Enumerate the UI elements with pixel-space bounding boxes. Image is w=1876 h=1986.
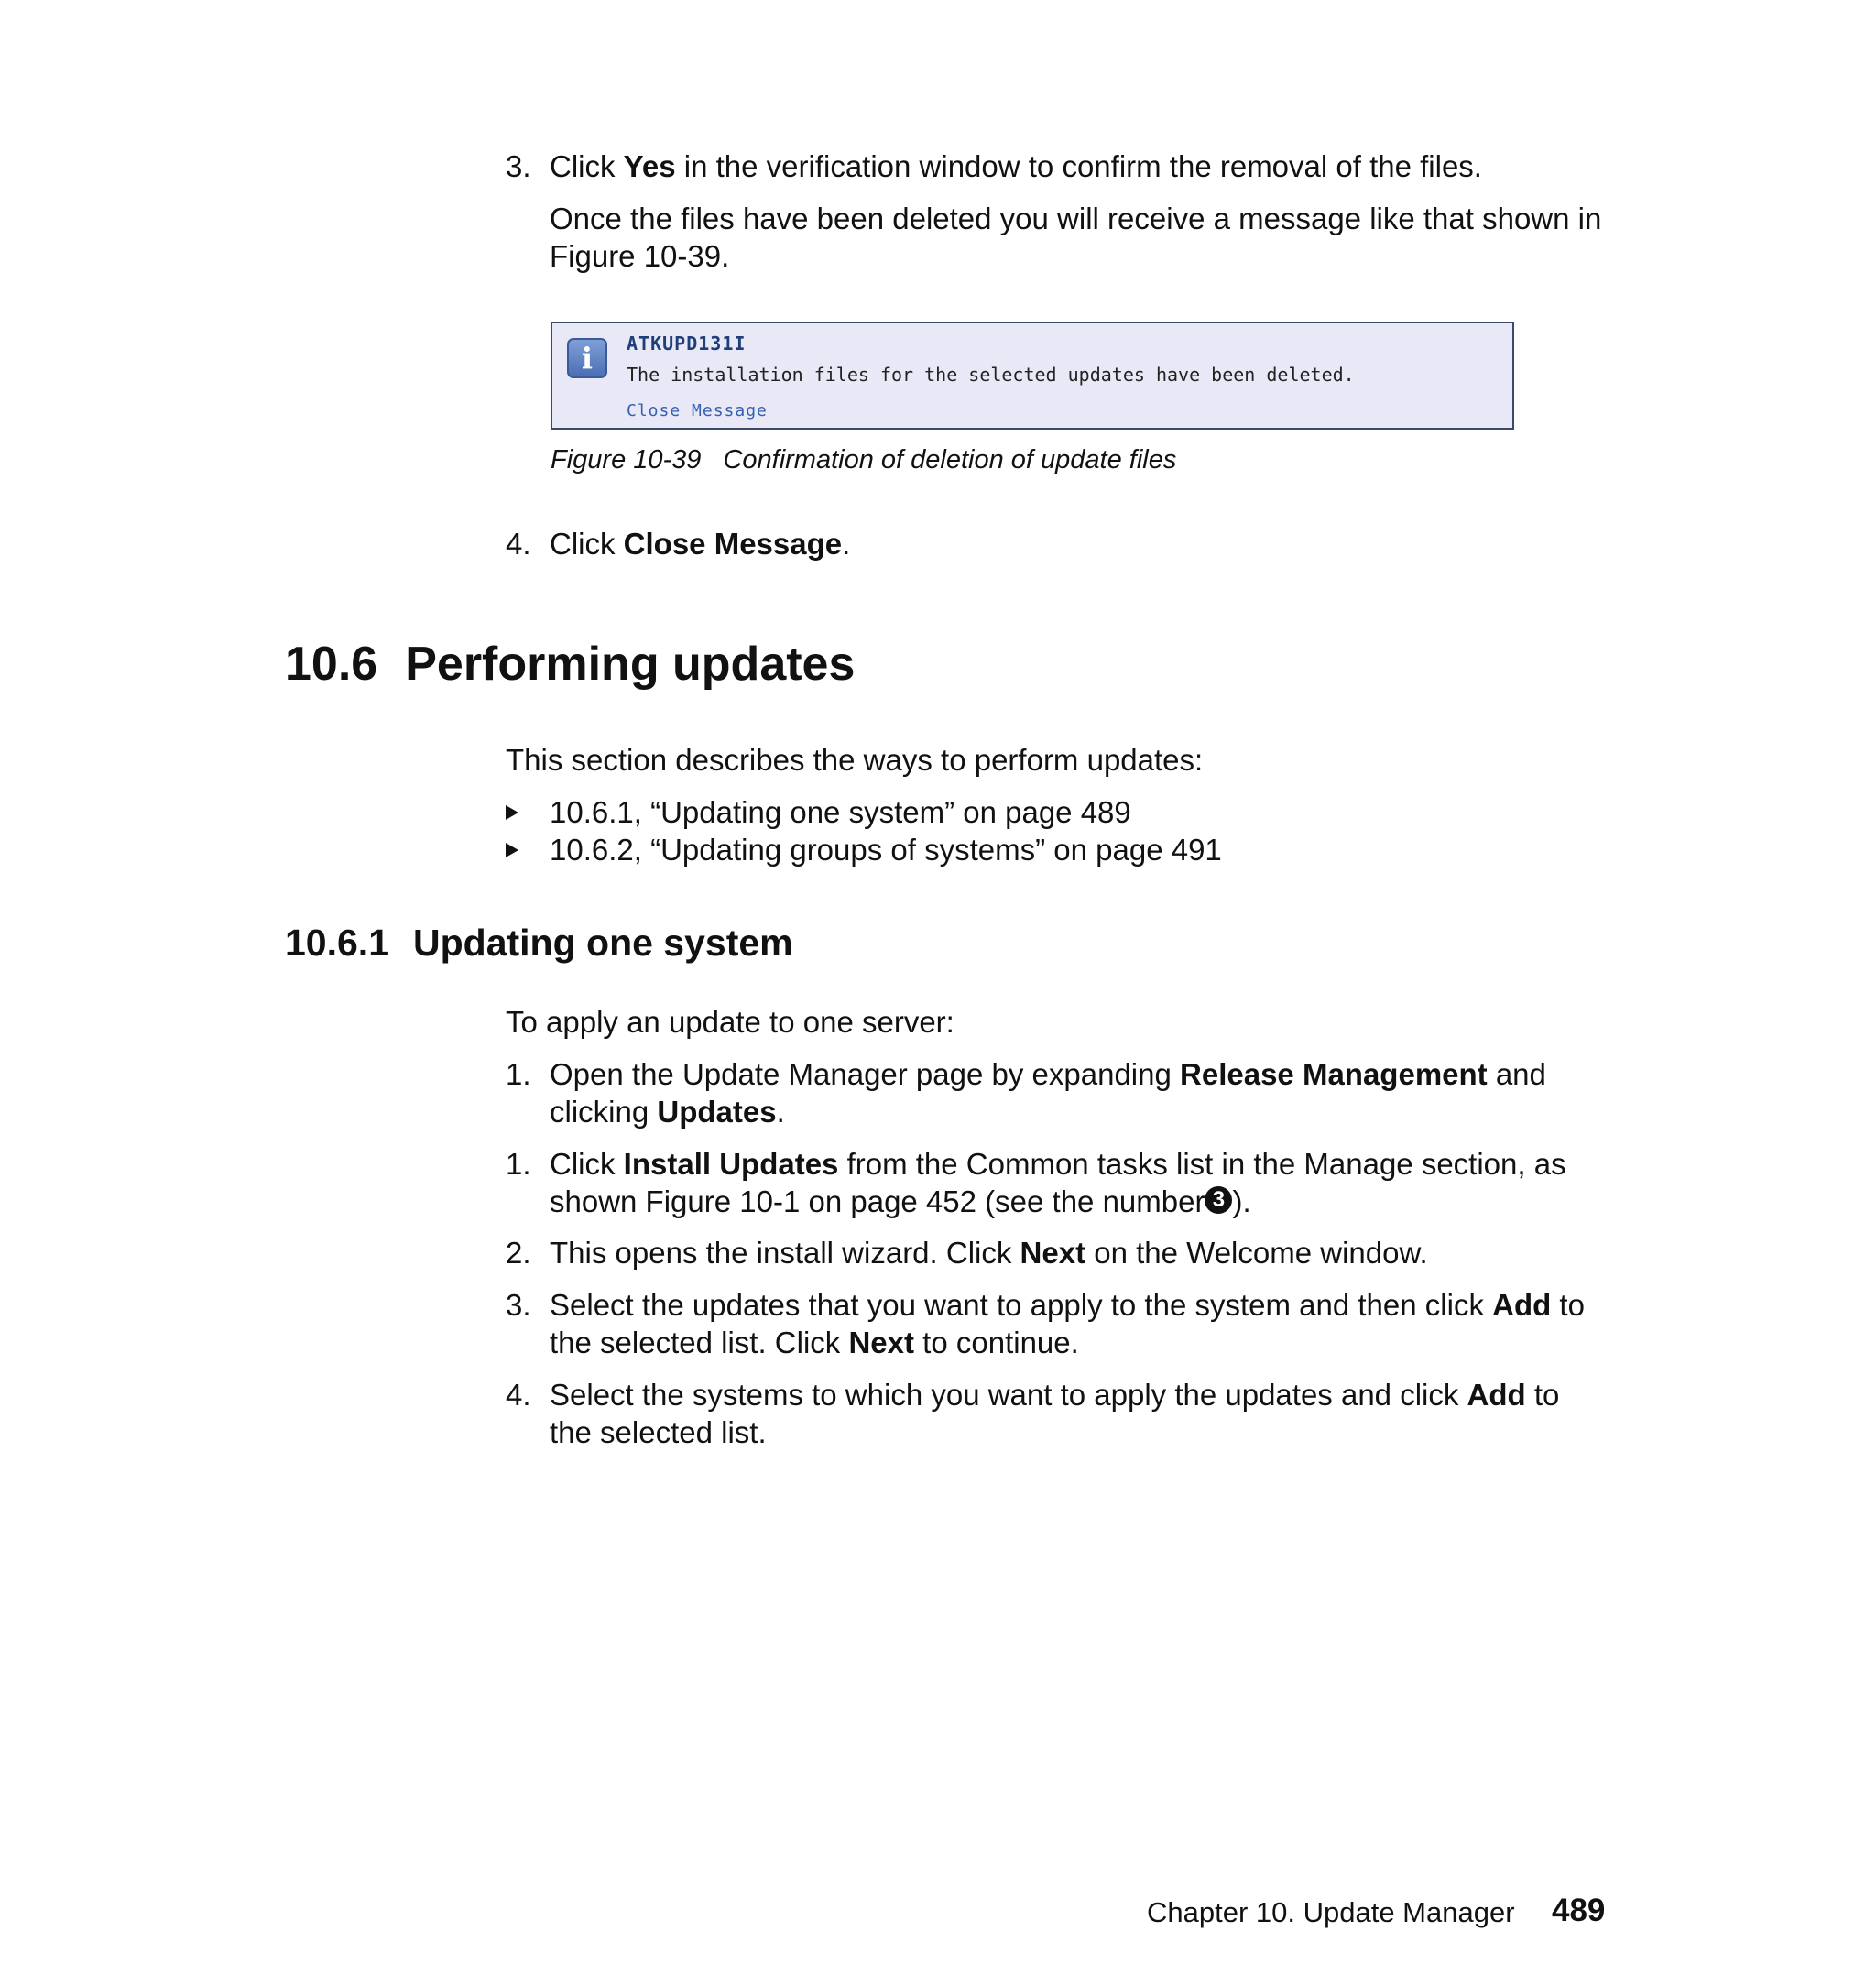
step-number: 3. (506, 1288, 531, 1322)
cross-reference-link[interactable]: 10.6.2, “Updating groups of systems” on page 491 (550, 833, 1222, 867)
step-text-bold: Next (848, 1326, 914, 1359)
step-text-bold: Next (1020, 1236, 1086, 1270)
cross-reference-link[interactable]: 10.6.1, “Updating one system” on page 489 (550, 795, 1131, 829)
confirmation-message-box (551, 322, 1514, 430)
step-text-pre: Click (550, 527, 624, 561)
procedure-step (506, 1286, 1605, 1361)
step-number: 4. (506, 1378, 531, 1412)
bullet-triangle-icon (506, 805, 518, 820)
step-text-bold: Add (1467, 1378, 1526, 1412)
procedure-step (506, 1376, 1605, 1451)
step-text-bold: Yes (623, 149, 676, 183)
step-3-confirm (506, 147, 1605, 185)
step-text-part: and clicking (550, 1057, 1546, 1129)
step-text-part: Open the Update Manager page by expanding (550, 1057, 1181, 1091)
step-text-part: Select the systems to which you want to apply the updates and click (550, 1378, 1467, 1412)
step-4-close-message (506, 525, 1605, 562)
callout-number-3-icon: 3 (1205, 1186, 1232, 1214)
close-message-link[interactable]: Close Message (627, 401, 768, 420)
page-number: 489 (1552, 1893, 1606, 1928)
section-number: 10.6 (285, 638, 378, 691)
paragraph-deleted-message: Once the files have been deleted you will receive a message like that shown in Figure 10-39. (550, 202, 1602, 273)
message-text: The installation files for the selected updates have been deleted. (627, 364, 1355, 386)
subsection-heading (285, 920, 793, 966)
step-text (550, 147, 1605, 185)
step-text-bold: Close Message (623, 527, 843, 561)
footer-chapter-title: Chapter 10. Update Manager (1147, 1896, 1515, 1928)
message-id: ATKUPD131I (627, 333, 747, 355)
step-text-bold: Install Updates (623, 1147, 839, 1181)
step-number: 2. (506, 1236, 531, 1270)
list-item (506, 793, 1605, 831)
step-text-bold: Updates (657, 1095, 777, 1129)
step-text-part: ). (1232, 1184, 1251, 1218)
step-number: 1. (506, 1147, 531, 1181)
procedure-step (506, 1234, 1605, 1271)
subsection-number: 10.6.1 (285, 922, 389, 964)
section-intro: This section describes the ways to perform updates: (506, 743, 1204, 777)
figure-label: Figure 10-39 (551, 445, 702, 475)
step-text (550, 1055, 1605, 1130)
step-text-bold: Release Management (1180, 1057, 1488, 1091)
procedure-step (506, 1055, 1605, 1130)
step-text-post: . (842, 527, 851, 561)
procedure-step (506, 1145, 1605, 1220)
info-icon: i (567, 338, 607, 378)
step-text (550, 1376, 1605, 1451)
step-number: 4. (506, 527, 531, 561)
step-text-part: to continue. (914, 1326, 1079, 1359)
figure-caption (551, 445, 1176, 475)
subsection-title: Updating one system (413, 922, 793, 964)
step-text-part: to the selected list. (550, 1378, 1560, 1449)
figure-title: Confirmation of deletion of update files (723, 445, 1177, 475)
step-text-pre: Click (550, 149, 624, 183)
step-number: 3. (506, 149, 531, 183)
step-text (550, 1145, 1605, 1220)
section-heading (285, 637, 855, 692)
step-text (550, 525, 1605, 562)
step-text-part: This opens the install wizard. Click (550, 1236, 1020, 1270)
section-title: Performing updates (405, 638, 856, 691)
step-text-part: Click (550, 1147, 624, 1181)
step-text-post: in the verification window to confirm the removal of the files. (675, 149, 1482, 183)
step-text-part: on the Welcome window. (1085, 1236, 1428, 1270)
step-text-part: to the selected list. Click (550, 1288, 1585, 1359)
step-text-bold: Add (1492, 1288, 1552, 1322)
step-number: 1. (506, 1057, 531, 1091)
step-text-part: from the Common tasks list in the Manage section, as shown Figure 10-1 on page 452 (see the number (550, 1147, 1566, 1218)
subsection-intro: To apply an update to one server: (506, 1005, 954, 1039)
step-text-part: . (776, 1095, 785, 1129)
step-text-part: Select the updates that you want to apply to the system and then click (550, 1288, 1493, 1322)
step-text (550, 1234, 1605, 1271)
step-text (550, 1286, 1605, 1361)
list-item (506, 831, 1605, 868)
bullet-triangle-icon (506, 843, 518, 857)
